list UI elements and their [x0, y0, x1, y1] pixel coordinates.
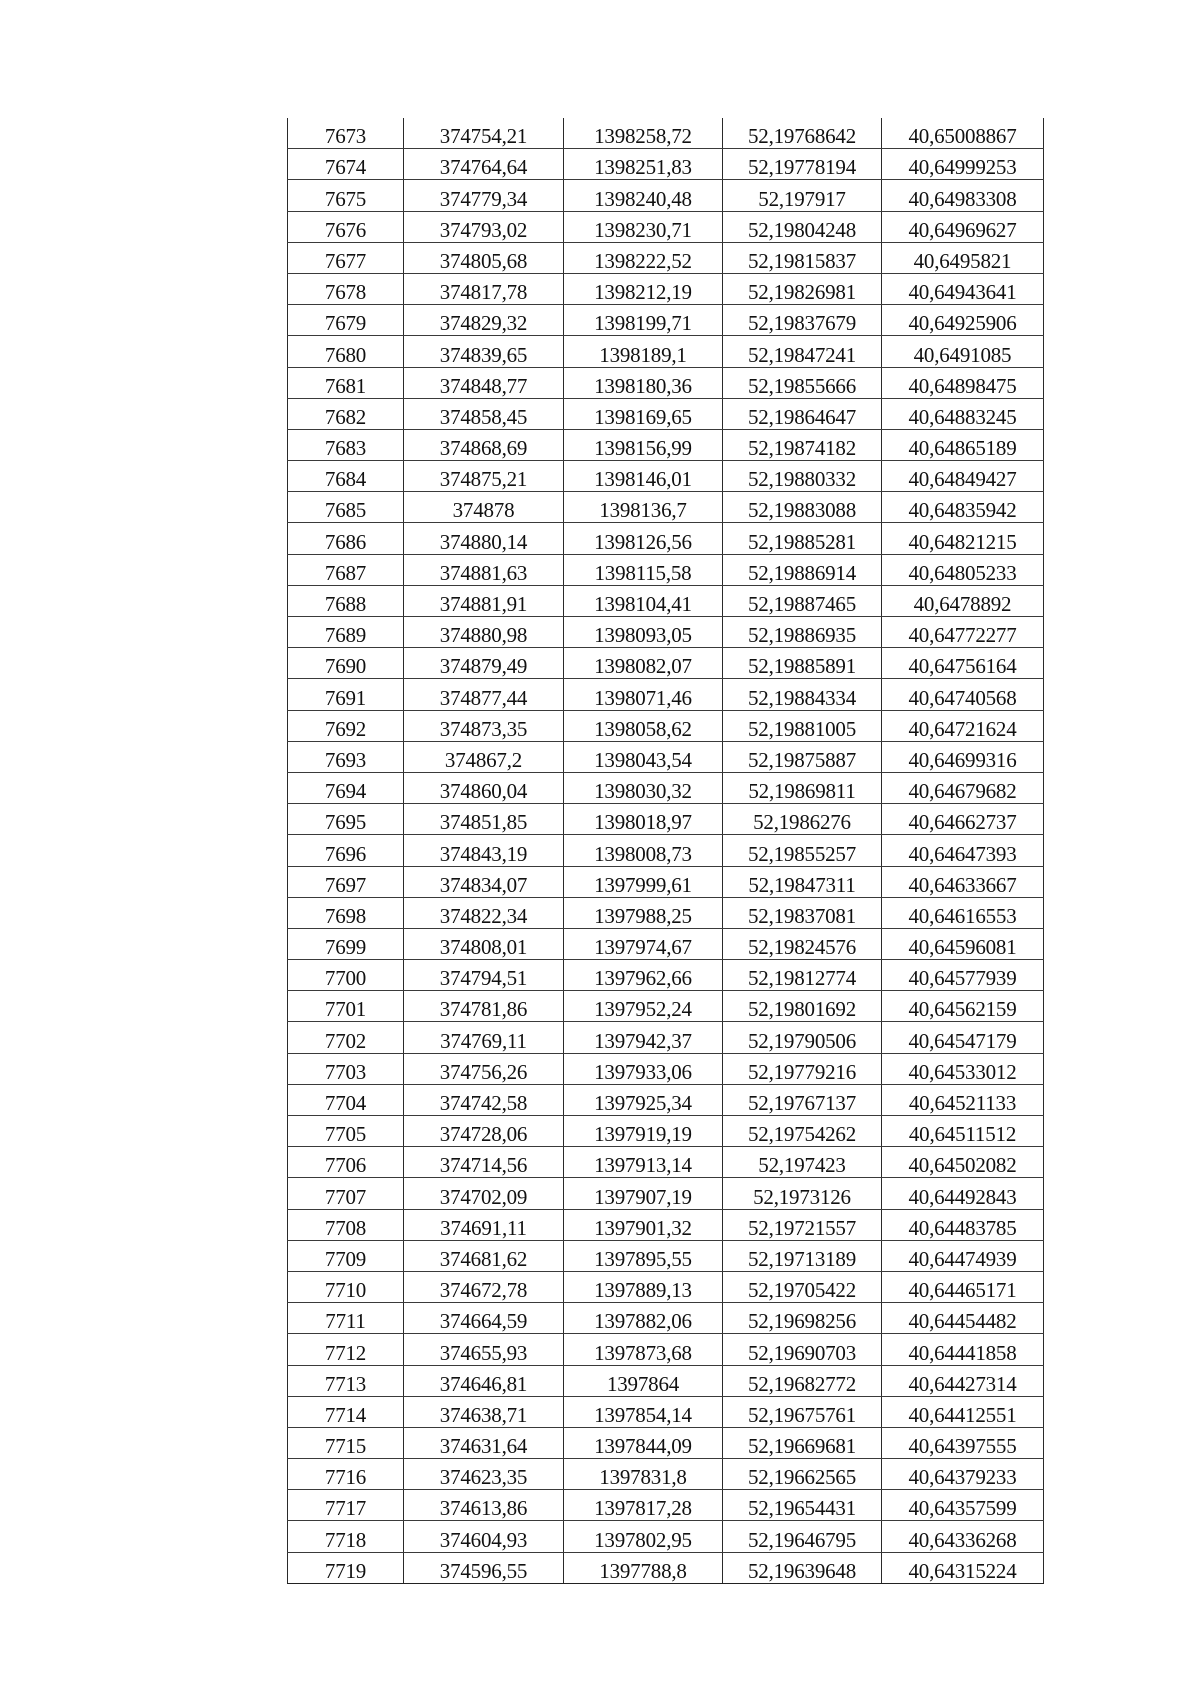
point-number-cell: 7689 — [288, 617, 404, 648]
table-row — [288, 1147, 1044, 1178]
latitude-cell: 52,19837679 — [723, 305, 882, 336]
x-coordinate-cell: 374881,63 — [404, 554, 564, 585]
longitude-cell: 40,64454482 — [882, 1303, 1044, 1334]
table-row — [288, 1178, 1044, 1209]
point-number-cell: 7715 — [288, 1427, 404, 1458]
x-coordinate-cell: 374860,04 — [404, 772, 564, 803]
table-row — [288, 928, 1044, 959]
table-row — [288, 1459, 1044, 1490]
latitude-cell: 52,19887465 — [723, 585, 882, 616]
point-number-cell: 7694 — [288, 772, 404, 803]
x-coordinate-cell: 374843,19 — [404, 835, 564, 866]
x-coordinate-cell: 374834,07 — [404, 866, 564, 897]
point-number-cell: 7698 — [288, 897, 404, 928]
table-row — [288, 429, 1044, 460]
latitude-cell: 52,19675761 — [723, 1396, 882, 1427]
longitude-cell: 40,64511512 — [882, 1116, 1044, 1147]
table-row — [288, 336, 1044, 367]
longitude-cell: 40,6495821 — [882, 242, 1044, 273]
x-coordinate-cell: 374848,77 — [404, 367, 564, 398]
longitude-cell: 40,64983308 — [882, 180, 1044, 211]
y-coordinate-cell: 1398008,73 — [564, 835, 723, 866]
x-coordinate-cell: 374880,14 — [404, 523, 564, 554]
x-coordinate-cell: 374881,91 — [404, 585, 564, 616]
y-coordinate-cell: 1398115,58 — [564, 554, 723, 585]
table-row — [288, 1271, 1044, 1302]
point-number-cell: 7707 — [288, 1178, 404, 1209]
table-row — [288, 679, 1044, 710]
y-coordinate-cell: 1398146,01 — [564, 461, 723, 492]
x-coordinate-cell: 374880,98 — [404, 617, 564, 648]
latitude-cell: 52,19837081 — [723, 897, 882, 928]
table-row — [288, 180, 1044, 211]
y-coordinate-cell: 1397919,19 — [564, 1116, 723, 1147]
table-row — [288, 1240, 1044, 1271]
y-coordinate-cell: 1397933,06 — [564, 1053, 723, 1084]
longitude-cell: 40,64883245 — [882, 398, 1044, 429]
latitude-cell: 52,19654431 — [723, 1490, 882, 1521]
y-coordinate-cell: 1397889,13 — [564, 1271, 723, 1302]
point-number-cell: 7714 — [288, 1396, 404, 1427]
x-coordinate-cell: 374868,69 — [404, 429, 564, 460]
point-number-cell: 7703 — [288, 1053, 404, 1084]
y-coordinate-cell: 1397802,95 — [564, 1521, 723, 1552]
x-coordinate-cell: 374879,49 — [404, 648, 564, 679]
latitude-cell: 52,19767137 — [723, 1084, 882, 1115]
point-number-cell: 7719 — [288, 1552, 404, 1583]
latitude-cell: 52,19855666 — [723, 367, 882, 398]
x-coordinate-cell: 374728,06 — [404, 1116, 564, 1147]
y-coordinate-cell: 1397952,24 — [564, 991, 723, 1022]
longitude-cell: 40,65008867 — [882, 118, 1044, 149]
y-coordinate-cell: 1398156,99 — [564, 429, 723, 460]
latitude-cell: 52,19662565 — [723, 1459, 882, 1490]
y-coordinate-cell: 1398018,97 — [564, 804, 723, 835]
longitude-cell: 40,64647393 — [882, 835, 1044, 866]
latitude-cell: 52,1973126 — [723, 1178, 882, 1209]
latitude-cell: 52,19779216 — [723, 1053, 882, 1084]
y-coordinate-cell: 1398230,71 — [564, 211, 723, 242]
latitude-cell: 52,19884334 — [723, 679, 882, 710]
table-row — [288, 741, 1044, 772]
point-number-cell: 7712 — [288, 1334, 404, 1365]
x-coordinate-cell: 374596,55 — [404, 1552, 564, 1583]
table-row — [288, 1116, 1044, 1147]
point-number-cell: 7700 — [288, 960, 404, 991]
x-coordinate-cell: 374646,81 — [404, 1365, 564, 1396]
point-number-cell: 7676 — [288, 211, 404, 242]
x-coordinate-cell: 374702,09 — [404, 1178, 564, 1209]
table-row — [288, 960, 1044, 991]
latitude-cell: 52,19682772 — [723, 1365, 882, 1396]
y-coordinate-cell: 1398082,07 — [564, 648, 723, 679]
point-number-cell: 7686 — [288, 523, 404, 554]
table-row — [288, 1334, 1044, 1365]
latitude-cell: 52,19847241 — [723, 336, 882, 367]
latitude-cell: 52,19812774 — [723, 960, 882, 991]
point-number-cell: 7711 — [288, 1303, 404, 1334]
point-number-cell: 7706 — [288, 1147, 404, 1178]
x-coordinate-cell: 374875,21 — [404, 461, 564, 492]
point-number-cell: 7705 — [288, 1116, 404, 1147]
table-row — [288, 1365, 1044, 1396]
y-coordinate-cell: 1398058,62 — [564, 710, 723, 741]
y-coordinate-cell: 1398043,54 — [564, 741, 723, 772]
point-number-cell: 7702 — [288, 1022, 404, 1053]
longitude-cell: 40,64379233 — [882, 1459, 1044, 1490]
point-number-cell: 7675 — [288, 180, 404, 211]
y-coordinate-cell: 1397895,55 — [564, 1240, 723, 1271]
longitude-cell: 40,64999253 — [882, 149, 1044, 180]
point-number-cell: 7699 — [288, 928, 404, 959]
point-number-cell: 7678 — [288, 273, 404, 304]
y-coordinate-cell: 1397962,66 — [564, 960, 723, 991]
x-coordinate-cell: 374867,2 — [404, 741, 564, 772]
table-row — [288, 492, 1044, 523]
x-coordinate-cell: 374769,11 — [404, 1022, 564, 1053]
longitude-cell: 40,6478892 — [882, 585, 1044, 616]
table-row — [288, 149, 1044, 180]
y-coordinate-cell: 1397882,06 — [564, 1303, 723, 1334]
longitude-cell: 40,64821215 — [882, 523, 1044, 554]
longitude-cell: 40,64562159 — [882, 991, 1044, 1022]
longitude-cell: 40,64502082 — [882, 1147, 1044, 1178]
latitude-cell: 52,19669681 — [723, 1427, 882, 1458]
table-row — [288, 617, 1044, 648]
latitude-cell: 52,19713189 — [723, 1240, 882, 1271]
longitude-cell: 40,64533012 — [882, 1053, 1044, 1084]
y-coordinate-cell: 1397901,32 — [564, 1209, 723, 1240]
table-row — [288, 1490, 1044, 1521]
x-coordinate-cell: 374638,71 — [404, 1396, 564, 1427]
latitude-cell: 52,19885281 — [723, 523, 882, 554]
longitude-cell: 40,64397555 — [882, 1427, 1044, 1458]
latitude-cell: 52,19639648 — [723, 1552, 882, 1583]
point-number-cell: 7677 — [288, 242, 404, 273]
y-coordinate-cell: 1398071,46 — [564, 679, 723, 710]
table-row — [288, 1303, 1044, 1334]
longitude-cell: 40,64865189 — [882, 429, 1044, 460]
y-coordinate-cell: 1398169,65 — [564, 398, 723, 429]
table-row — [288, 1521, 1044, 1552]
latitude-cell: 52,19886935 — [723, 617, 882, 648]
y-coordinate-cell: 1398136,7 — [564, 492, 723, 523]
point-number-cell: 7718 — [288, 1521, 404, 1552]
table-row — [288, 118, 1044, 149]
latitude-cell: 52,19855257 — [723, 835, 882, 866]
table-row — [288, 211, 1044, 242]
point-number-cell: 7681 — [288, 367, 404, 398]
latitude-cell: 52,19847311 — [723, 866, 882, 897]
point-number-cell: 7682 — [288, 398, 404, 429]
table-row — [288, 461, 1044, 492]
longitude-cell: 40,64756164 — [882, 648, 1044, 679]
x-coordinate-cell: 374873,35 — [404, 710, 564, 741]
table-row — [288, 1209, 1044, 1240]
latitude-cell: 52,19824576 — [723, 928, 882, 959]
longitude-cell: 40,64969627 — [882, 211, 1044, 242]
point-number-cell: 7696 — [288, 835, 404, 866]
latitude-cell: 52,19698256 — [723, 1303, 882, 1334]
y-coordinate-cell: 1397913,14 — [564, 1147, 723, 1178]
y-coordinate-cell: 1397854,14 — [564, 1396, 723, 1427]
x-coordinate-cell: 374877,44 — [404, 679, 564, 710]
table-row — [288, 648, 1044, 679]
point-number-cell: 7679 — [288, 305, 404, 336]
y-coordinate-cell: 1398212,19 — [564, 273, 723, 304]
table-row — [288, 1427, 1044, 1458]
table-row — [288, 804, 1044, 835]
table-row — [288, 835, 1044, 866]
latitude-cell: 52,19885891 — [723, 648, 882, 679]
y-coordinate-cell: 1397974,67 — [564, 928, 723, 959]
y-coordinate-cell: 1398030,32 — [564, 772, 723, 803]
point-number-cell: 7717 — [288, 1490, 404, 1521]
x-coordinate-cell: 374631,64 — [404, 1427, 564, 1458]
x-coordinate-cell: 374764,64 — [404, 149, 564, 180]
x-coordinate-cell: 374851,85 — [404, 804, 564, 835]
point-number-cell: 7674 — [288, 149, 404, 180]
x-coordinate-cell: 374681,62 — [404, 1240, 564, 1271]
longitude-cell: 40,64721624 — [882, 710, 1044, 741]
table-row — [288, 1396, 1044, 1427]
latitude-cell: 52,1986276 — [723, 804, 882, 835]
y-coordinate-cell: 1398180,36 — [564, 367, 723, 398]
latitude-cell: 52,19883088 — [723, 492, 882, 523]
latitude-cell: 52,19804248 — [723, 211, 882, 242]
x-coordinate-cell: 374817,78 — [404, 273, 564, 304]
y-coordinate-cell: 1397864 — [564, 1365, 723, 1396]
point-number-cell: 7680 — [288, 336, 404, 367]
x-coordinate-cell: 374756,26 — [404, 1053, 564, 1084]
x-coordinate-cell: 374779,34 — [404, 180, 564, 211]
point-number-cell: 7697 — [288, 866, 404, 897]
x-coordinate-cell: 374714,56 — [404, 1147, 564, 1178]
latitude-cell: 52,19646795 — [723, 1521, 882, 1552]
latitude-cell: 52,19768642 — [723, 118, 882, 149]
x-coordinate-cell: 374878 — [404, 492, 564, 523]
longitude-cell: 40,6491085 — [882, 336, 1044, 367]
longitude-cell: 40,64357599 — [882, 1490, 1044, 1521]
table-row — [288, 305, 1044, 336]
table-row — [288, 866, 1044, 897]
latitude-cell: 52,19778194 — [723, 149, 882, 180]
longitude-cell: 40,64898475 — [882, 367, 1044, 398]
point-number-cell: 7683 — [288, 429, 404, 460]
y-coordinate-cell: 1397988,25 — [564, 897, 723, 928]
y-coordinate-cell: 1397999,61 — [564, 866, 723, 897]
y-coordinate-cell: 1397817,28 — [564, 1490, 723, 1521]
y-coordinate-cell: 1398222,52 — [564, 242, 723, 273]
x-coordinate-cell: 374613,86 — [404, 1490, 564, 1521]
y-coordinate-cell: 1397831,8 — [564, 1459, 723, 1490]
table-row — [288, 897, 1044, 928]
latitude-cell: 52,19721557 — [723, 1209, 882, 1240]
latitude-cell: 52,19826981 — [723, 273, 882, 304]
y-coordinate-cell: 1397844,09 — [564, 1427, 723, 1458]
x-coordinate-cell: 374672,78 — [404, 1271, 564, 1302]
table-row — [288, 1053, 1044, 1084]
longitude-cell: 40,64427314 — [882, 1365, 1044, 1396]
y-coordinate-cell: 1397873,68 — [564, 1334, 723, 1365]
table-row — [288, 242, 1044, 273]
latitude-cell: 52,197423 — [723, 1147, 882, 1178]
point-number-cell: 7709 — [288, 1240, 404, 1271]
longitude-cell: 40,64616553 — [882, 897, 1044, 928]
longitude-cell: 40,64336268 — [882, 1521, 1044, 1552]
table-row — [288, 710, 1044, 741]
y-coordinate-cell: 1398104,41 — [564, 585, 723, 616]
table-row — [288, 1022, 1044, 1053]
x-coordinate-cell: 374793,02 — [404, 211, 564, 242]
point-number-cell: 7701 — [288, 991, 404, 1022]
point-number-cell: 7708 — [288, 1209, 404, 1240]
y-coordinate-cell: 1397788,8 — [564, 1552, 723, 1583]
y-coordinate-cell: 1398199,71 — [564, 305, 723, 336]
longitude-cell: 40,64772277 — [882, 617, 1044, 648]
longitude-cell: 40,64662737 — [882, 804, 1044, 835]
point-number-cell: 7673 — [288, 118, 404, 149]
longitude-cell: 40,64474939 — [882, 1240, 1044, 1271]
latitude-cell: 52,19886914 — [723, 554, 882, 585]
point-number-cell: 7716 — [288, 1459, 404, 1490]
table-row — [288, 1552, 1044, 1583]
y-coordinate-cell: 1397907,19 — [564, 1178, 723, 1209]
latitude-cell: 52,19815837 — [723, 242, 882, 273]
point-number-cell: 7695 — [288, 804, 404, 835]
longitude-cell: 40,64925906 — [882, 305, 1044, 336]
latitude-cell: 52,19790506 — [723, 1022, 882, 1053]
longitude-cell: 40,64596081 — [882, 928, 1044, 959]
point-number-cell: 7691 — [288, 679, 404, 710]
y-coordinate-cell: 1397925,34 — [564, 1084, 723, 1115]
x-coordinate-cell: 374794,51 — [404, 960, 564, 991]
point-number-cell: 7692 — [288, 710, 404, 741]
x-coordinate-cell: 374742,58 — [404, 1084, 564, 1115]
latitude-cell: 52,19880332 — [723, 461, 882, 492]
point-number-cell: 7704 — [288, 1084, 404, 1115]
longitude-cell: 40,64412551 — [882, 1396, 1044, 1427]
latitude-cell: 52,19754262 — [723, 1116, 882, 1147]
y-coordinate-cell: 1397942,37 — [564, 1022, 723, 1053]
latitude-cell: 52,19874182 — [723, 429, 882, 460]
point-number-cell: 7710 — [288, 1271, 404, 1302]
table-row — [288, 398, 1044, 429]
latitude-cell: 52,19864647 — [723, 398, 882, 429]
x-coordinate-cell: 374691,11 — [404, 1209, 564, 1240]
point-number-cell: 7687 — [288, 554, 404, 585]
longitude-cell: 40,64943641 — [882, 273, 1044, 304]
x-coordinate-cell: 374829,32 — [404, 305, 564, 336]
y-coordinate-cell: 1398093,05 — [564, 617, 723, 648]
longitude-cell: 40,64465171 — [882, 1271, 1044, 1302]
y-coordinate-cell: 1398189,1 — [564, 336, 723, 367]
latitude-cell: 52,197917 — [723, 180, 882, 211]
longitude-cell: 40,64577939 — [882, 960, 1044, 991]
x-coordinate-cell: 374808,01 — [404, 928, 564, 959]
latitude-cell: 52,19881005 — [723, 710, 882, 741]
longitude-cell: 40,64805233 — [882, 554, 1044, 585]
longitude-cell: 40,64679682 — [882, 772, 1044, 803]
longitude-cell: 40,64699316 — [882, 741, 1044, 772]
x-coordinate-cell: 374655,93 — [404, 1334, 564, 1365]
table-row — [288, 991, 1044, 1022]
table-row — [288, 585, 1044, 616]
longitude-cell: 40,64492843 — [882, 1178, 1044, 1209]
longitude-cell: 40,64521133 — [882, 1084, 1044, 1115]
table-row — [288, 1084, 1044, 1115]
coordinates-table — [287, 118, 1044, 1584]
x-coordinate-cell: 374604,93 — [404, 1521, 564, 1552]
x-coordinate-cell: 374822,34 — [404, 897, 564, 928]
point-number-cell: 7690 — [288, 648, 404, 679]
longitude-cell: 40,64547179 — [882, 1022, 1044, 1053]
x-coordinate-cell: 374839,65 — [404, 336, 564, 367]
x-coordinate-cell: 374858,45 — [404, 398, 564, 429]
latitude-cell: 52,19705422 — [723, 1271, 882, 1302]
y-coordinate-cell: 1398258,72 — [564, 118, 723, 149]
table-row — [288, 273, 1044, 304]
latitude-cell: 52,19801692 — [723, 991, 882, 1022]
y-coordinate-cell: 1398126,56 — [564, 523, 723, 554]
longitude-cell: 40,64633667 — [882, 866, 1044, 897]
x-coordinate-cell: 374781,86 — [404, 991, 564, 1022]
y-coordinate-cell: 1398251,83 — [564, 149, 723, 180]
longitude-cell: 40,64849427 — [882, 461, 1044, 492]
x-coordinate-cell: 374664,59 — [404, 1303, 564, 1334]
point-number-cell: 7693 — [288, 741, 404, 772]
longitude-cell: 40,64441858 — [882, 1334, 1044, 1365]
point-number-cell: 7685 — [288, 492, 404, 523]
latitude-cell: 52,19875887 — [723, 741, 882, 772]
x-coordinate-cell: 374805,68 — [404, 242, 564, 273]
point-number-cell: 7713 — [288, 1365, 404, 1396]
longitude-cell: 40,64835942 — [882, 492, 1044, 523]
longitude-cell: 40,64740568 — [882, 679, 1044, 710]
table-row — [288, 554, 1044, 585]
coordinates-table-body — [288, 118, 1044, 1583]
point-number-cell: 7684 — [288, 461, 404, 492]
x-coordinate-cell: 374623,35 — [404, 1459, 564, 1490]
x-coordinate-cell: 374754,21 — [404, 118, 564, 149]
longitude-cell: 40,64315224 — [882, 1552, 1044, 1583]
table-row — [288, 772, 1044, 803]
point-number-cell: 7688 — [288, 585, 404, 616]
longitude-cell: 40,64483785 — [882, 1209, 1044, 1240]
latitude-cell: 52,19690703 — [723, 1334, 882, 1365]
y-coordinate-cell: 1398240,48 — [564, 180, 723, 211]
latitude-cell: 52,19869811 — [723, 772, 882, 803]
table-row — [288, 523, 1044, 554]
table-row — [288, 367, 1044, 398]
